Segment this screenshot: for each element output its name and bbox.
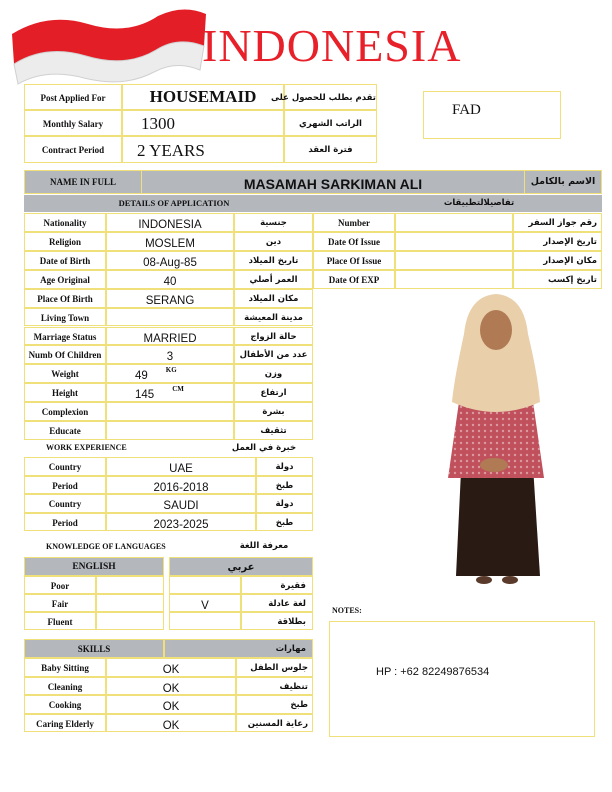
english-header: ENGLISH <box>24 557 164 576</box>
personal-ar: مكان الميلاد <box>234 289 313 308</box>
period-ar: فترة العقد <box>284 136 377 163</box>
work-ar: دولة <box>256 494 313 513</box>
personal-label: Numb Of Children <box>24 345 106 364</box>
skill-ar: تنظيف <box>236 677 313 696</box>
passport-ar: مكان الإصدار <box>513 251 602 270</box>
skill-value: OK <box>106 658 236 677</box>
period-value: 2 YEARS <box>122 136 284 163</box>
applicant-photo <box>440 290 552 590</box>
work-ar: طبخ <box>256 476 313 495</box>
work-value: 2023-2025 <box>106 513 256 532</box>
skill-value: OK <box>106 714 236 733</box>
personal-ar: بشرة <box>234 402 313 421</box>
work-header <box>24 441 313 456</box>
agency-code-box <box>423 91 561 139</box>
personal-value: 40 <box>106 270 234 289</box>
work-label: Country <box>24 494 106 513</box>
arabic-header: عربي <box>169 557 313 576</box>
unit-label: KG <box>165 366 177 375</box>
languages-table <box>24 557 313 631</box>
skill-ar: جلوس الطفل <box>236 658 313 677</box>
personal-ar: وزن <box>234 364 313 383</box>
language-level-ar: فقيرة <box>241 576 313 594</box>
english-level-value <box>96 576 164 594</box>
arabic-level-value: V <box>169 594 241 612</box>
language-level-ar: لغة عادلة <box>241 594 313 612</box>
unit-label: CM <box>172 385 184 394</box>
personal-label: Living Town <box>24 308 106 327</box>
details-header <box>24 195 602 212</box>
name-label: NAME IN FULL <box>49 177 116 187</box>
personal-label: Marriage Status <box>24 327 106 346</box>
personal-label: Date of Birth <box>24 251 106 270</box>
agency-code: FAD <box>452 102 481 118</box>
salary-ar: الراتب الشهري <box>284 110 377 136</box>
personal-value <box>106 421 234 440</box>
personal-value: 3 <box>106 345 234 364</box>
passport-table <box>313 213 602 289</box>
personal-label: Nationality <box>24 213 106 232</box>
passport-ar: رقم جواز السفر <box>513 213 602 232</box>
work-table <box>24 457 313 531</box>
skills-table <box>24 639 313 733</box>
english-level-value <box>96 594 164 612</box>
work-value: UAE <box>106 457 256 476</box>
passport-value <box>395 251 513 270</box>
skill-label: Cleaning <box>24 677 106 696</box>
period-label: Contract Period <box>24 136 122 163</box>
personal-label: Educate <box>24 421 106 440</box>
personal-value <box>106 364 234 383</box>
work-label: Period <box>24 513 106 532</box>
passport-value <box>395 213 513 232</box>
personal-value <box>106 402 234 421</box>
work-value: 2016-2018 <box>106 476 256 495</box>
language-level-ar: بطلاقة <box>241 612 313 630</box>
personal-ar: ارتفاع <box>234 383 313 402</box>
arabic-level-value <box>169 612 241 630</box>
post-value: HOUSEMAID <box>122 84 284 110</box>
skill-value: OK <box>106 695 236 714</box>
personal-label: Height <box>24 383 106 402</box>
skill-ar: طبخ <box>236 695 313 714</box>
skills-ar: مهارات <box>164 639 313 658</box>
passport-label: Place Of Issue <box>313 251 395 270</box>
personal-label: Complexion <box>24 402 106 421</box>
work-label: Period <box>24 476 106 495</box>
skill-label: Caring Elderly <box>24 714 106 733</box>
language-level-label: Fluent <box>24 612 96 630</box>
notes-box <box>329 621 595 737</box>
personal-table <box>24 213 313 440</box>
personal-label: Place Of Birth <box>24 289 106 308</box>
personal-value: 08-Aug-85 <box>106 251 234 270</box>
skills-label: SKILLS <box>24 639 164 658</box>
notes-label: NOTES: <box>332 606 362 615</box>
salary-value: 1300 <box>122 110 284 136</box>
personal-ar: تاريخ الميلاد <box>234 251 313 270</box>
passport-label: Date Of EXP <box>313 270 395 289</box>
salary-label: Monthly Salary <box>24 110 122 136</box>
passport-label: Date Of Issue <box>313 232 395 251</box>
work-ar: خبرة في العمل <box>231 443 297 453</box>
personal-ar: دين <box>234 232 313 251</box>
personal-label: Age Original <box>24 270 106 289</box>
passport-label: Number <box>313 213 395 232</box>
post-ar: تقدم بطلب للحصول على <box>284 84 377 110</box>
languages-label: KNOWLEDGE OF LANGUAGES <box>46 542 166 551</box>
personal-value-number: 49 <box>135 370 148 383</box>
arabic-level-value <box>169 576 241 594</box>
passport-ar: تاريخ إكسب <box>513 270 602 289</box>
work-ar: طبخ <box>256 513 313 532</box>
personal-value: INDONESIA <box>106 213 234 232</box>
personal-value <box>106 383 234 402</box>
language-level-label: Poor <box>24 576 96 594</box>
country-title: INDONESIA <box>202 20 462 71</box>
languages-header <box>24 539 313 554</box>
work-label: WORK EXPERIENCE <box>46 443 127 452</box>
name-ar: الاسم بالكامل <box>530 176 596 187</box>
languages-ar: معرفة اللغة <box>239 541 289 551</box>
name-row <box>24 170 602 194</box>
phone-number: HP : +62 82249876534 <box>376 666 490 678</box>
indonesia-flag-icon <box>8 6 213 86</box>
post-label: Post Applied For <box>24 84 122 110</box>
english-level-value <box>96 612 164 630</box>
skill-value: OK <box>106 677 236 696</box>
personal-ar: جنسية <box>234 213 313 232</box>
work-label: Country <box>24 457 106 476</box>
full-name: MASAMAH SARKIMAN ALI <box>141 171 525 193</box>
personal-value: MOSLEM <box>106 232 234 251</box>
personal-value <box>106 308 234 327</box>
personal-ar: تثقيف <box>234 421 313 440</box>
work-ar: دولة <box>256 457 313 476</box>
personal-ar: العمر أصلي <box>234 270 313 289</box>
work-value: SAUDI <box>106 494 256 513</box>
passport-value <box>395 270 513 289</box>
details-label: DETAILS OF APPLICATION <box>118 198 230 208</box>
skill-label: Baby Sitting <box>24 658 106 677</box>
language-level-label: Fair <box>24 594 96 612</box>
personal-value-number: 145 <box>135 389 155 402</box>
personal-value: SERANG <box>106 289 234 308</box>
passport-ar: تاريخ الإصدار <box>513 232 602 251</box>
details-ar: تفاصيلالتطبيقات <box>443 198 515 208</box>
passport-value <box>395 232 513 251</box>
personal-value: MARRIED <box>106 327 234 346</box>
personal-ar: عدد من الأطفال <box>234 345 313 364</box>
personal-ar: حالة الزواج <box>234 327 313 346</box>
skill-label: Cooking <box>24 695 106 714</box>
skill-ar: رعاية المسنين <box>236 714 313 733</box>
personal-label: Religion <box>24 232 106 251</box>
personal-ar: مدينة المعيشة <box>234 308 313 327</box>
personal-label: Weight <box>24 364 106 383</box>
